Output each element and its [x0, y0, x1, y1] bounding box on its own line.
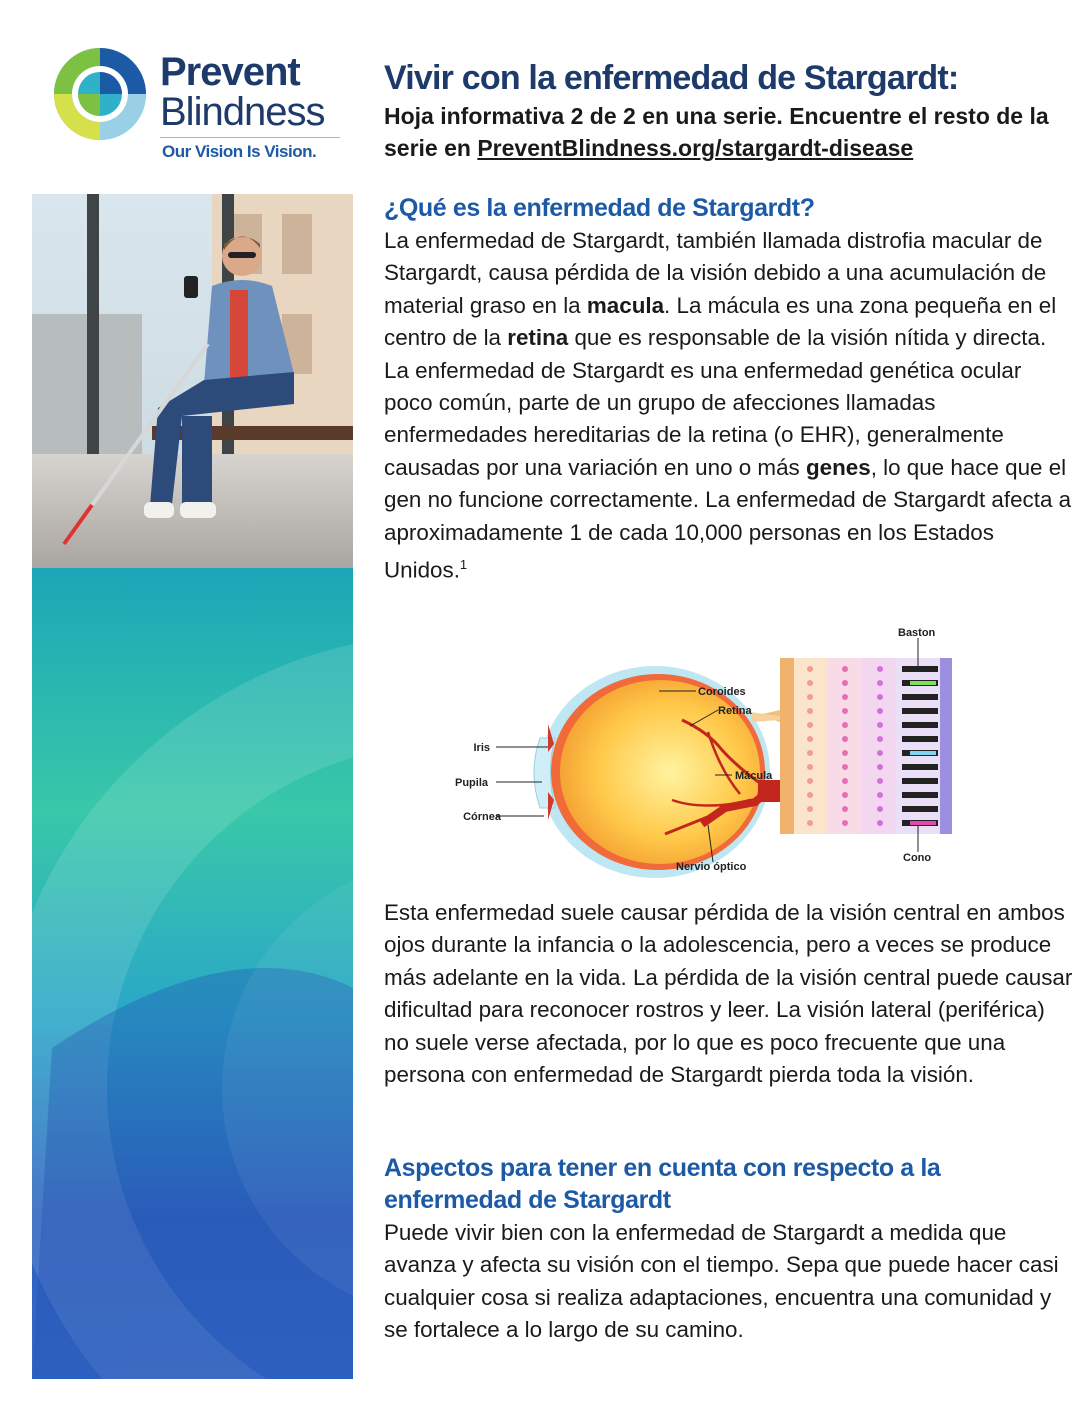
retina-cell: [807, 792, 813, 798]
logo-eye-icon: [50, 44, 150, 144]
retina-cell: [842, 736, 848, 742]
term-genes: genes: [805, 454, 871, 480]
retina-cell: [910, 793, 936, 797]
retina-cell: [910, 751, 936, 755]
retina-cell: [910, 681, 936, 685]
retina-cell: [877, 806, 883, 812]
retina-cell: [842, 680, 848, 686]
retina-cell: [910, 695, 936, 699]
retina-cell: [807, 750, 813, 756]
retina-cell: [877, 680, 883, 686]
retina-cell: [842, 694, 848, 700]
retina-cell: [877, 764, 883, 770]
logo-divider: [160, 137, 340, 138]
retina-cell: [807, 806, 813, 812]
retina-cell: [910, 737, 936, 741]
retina-cell: [877, 708, 883, 714]
page-subtitle: [384, 100, 1074, 164]
retina-cell: [807, 820, 813, 826]
para-text: , lo que hace que el gen no funcione correctamente. La enfermedad de Stargardt afecta a aproximadamente 1 de cada 10,000 personas en los Estados Unidos.: [384, 454, 1072, 583]
retina-cell: [877, 750, 883, 756]
footnote-marker: 1: [459, 557, 468, 573]
label-nervio-optico: Nervio óptico: [676, 861, 747, 873]
retina-cell: [910, 723, 936, 727]
retina-cell: [910, 779, 936, 783]
retina-cell: [807, 736, 813, 742]
retina-cell: [910, 807, 936, 811]
term-retina: retina: [507, 325, 569, 351]
retina-cell: [877, 736, 883, 742]
para-text: . La mácula es una zona pequeña en el centro de la: [384, 292, 1057, 351]
label-cono: Cono: [903, 852, 932, 864]
label-iris: Iris: [473, 742, 490, 754]
section-paragraph-considerations: Puede vivir bien con la enfermedad de Stargardt a medida que avanza y afecta su visión con el tiempo. Sepa que puede hacer casi cualquier cosa si realiza adaptaciones, encuentra una comunidad y se fortalece a lo largo de su camino.: [384, 1220, 1059, 1343]
retina-cell: [842, 750, 848, 756]
retina-cell: [877, 792, 883, 798]
retina-cell: [877, 820, 883, 826]
prevent-blindness-logo: [50, 44, 350, 169]
retina-cell: [807, 778, 813, 784]
logo-word-blindness: Blindness: [160, 90, 325, 134]
label-pupila: Pupila: [454, 777, 488, 789]
retina-cell: [910, 667, 936, 671]
retina-cell: [877, 778, 883, 784]
retina-cell: [910, 821, 936, 825]
retina-cell: [807, 694, 813, 700]
section-heading-considerations: Aspectos para tener en cuenta con respecto a la enfermedad de Stargardt: [384, 1154, 941, 1214]
retina-cell: [842, 792, 848, 798]
retina-cell: [910, 709, 936, 713]
retina-cell: [842, 806, 848, 812]
section-paragraph-what-is: [384, 225, 1074, 587]
retina-cell: [807, 722, 813, 728]
retina-cell: [842, 778, 848, 784]
retina-cell: [877, 694, 883, 700]
series-link[interactable]: PreventBlindness.org/stargardt-disease: [477, 135, 914, 161]
label-retina: Retina: [718, 705, 752, 717]
section-paragraph-symptoms: Esta enfermedad suele causar pérdida de la visión central en ambos ojos durante la infancia o la adolescencia, pero a veces se produce más adelante en la vida. La pérdida de la visión central puede causar dificultad para reconocer rostros y leer. La visión lateral (periférica) no suele verse afectada, por lo que es poco frecuente que una persona con enfermedad de Stargardt pierda toda la visión.: [384, 900, 1073, 1088]
retina-cell: [842, 722, 848, 728]
retina-cell: [807, 680, 813, 686]
retina-cell: [877, 722, 883, 728]
section-heading-what-is: ¿Qué es la enfermedad de Stargardt?: [384, 194, 815, 222]
term-macula: macula: [586, 292, 665, 318]
retina-cell: [842, 764, 848, 770]
retina-cell: [807, 666, 813, 672]
retina-cell: [807, 708, 813, 714]
retina-cell: [842, 666, 848, 672]
retina-cell: [807, 764, 813, 770]
label-baston: Baston: [898, 627, 936, 639]
subtitle-text: Hoja informativa 2 de 2 en una serie. Encuentre el resto de la serie en: [384, 103, 1049, 161]
para-text: La enfermedad de Stargardt, también llamada distrofia macular de Stargardt, causa pérdida de la visión debido a una acumulación de material graso en la: [384, 228, 1047, 318]
logo-word-prevent: Prevent: [160, 50, 300, 94]
man-with-cane-photo: [32, 194, 353, 568]
logo-tagline: Our Vision Is Vision.: [162, 142, 317, 161]
retina-cell: [842, 820, 848, 826]
page-title: Vivir con la enfermedad de Stargardt:: [384, 59, 959, 97]
retina-cell: [842, 708, 848, 714]
eye-anatomy-diagram: [440, 620, 980, 882]
decorative-logo-watermark: [32, 568, 353, 1379]
retina-layers-illustration: [780, 658, 952, 834]
label-macula: Mácula: [735, 770, 773, 782]
decorative-gradient-panel: [32, 568, 353, 1379]
para-text: que es responsable de la visión nítida y directa. La enfermedad de Stargardt es una enfermedad genética ocular poco común, parte de un grupo de afecciones llamadas enfermedades hereditarias de la retina (o EHR), generalmente causadas por una variación en uno o más: [384, 325, 1047, 480]
retina-cell: [910, 765, 936, 769]
label-cornea: Córnea: [463, 811, 501, 823]
label-coroides: Coroides: [698, 686, 746, 698]
retina-cell: [877, 666, 883, 672]
